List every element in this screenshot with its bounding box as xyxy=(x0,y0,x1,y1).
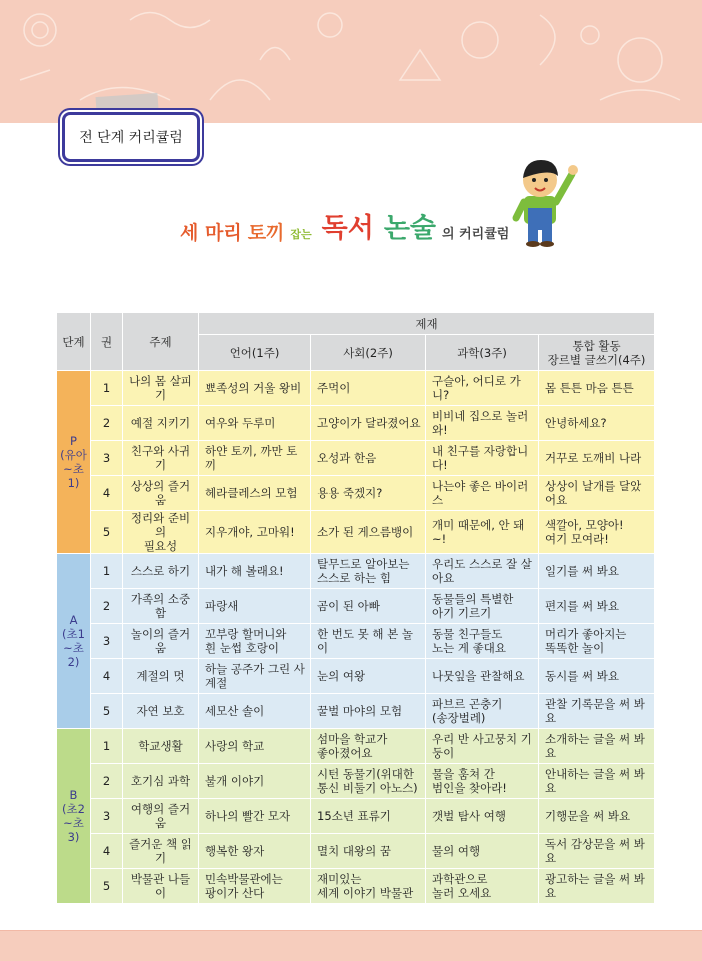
topic-cell xyxy=(123,476,199,511)
topic-cell xyxy=(123,799,199,834)
language-cell xyxy=(199,371,311,406)
cell-line: 계절의 멋 xyxy=(136,669,185,683)
cell-line: 하얀 토끼, 까만 토끼 xyxy=(205,444,298,472)
volume-cell: 1 xyxy=(91,554,123,589)
science-cell xyxy=(426,554,539,589)
integrated-cell xyxy=(539,834,655,869)
cell-line: 물의 여행 xyxy=(432,844,481,858)
table-row xyxy=(57,554,655,589)
cell-line: 세계 이야기 박물관 xyxy=(317,886,414,900)
header-integrated xyxy=(539,335,655,371)
cell-line: 오성과 한음 xyxy=(317,451,377,465)
stage-code: B xyxy=(69,788,78,802)
science-cell xyxy=(426,406,539,441)
cell-line: 친구와 사귀기 xyxy=(130,444,191,472)
table-row xyxy=(57,406,655,441)
volume-cell: 2 xyxy=(91,764,123,799)
cell-line: 나는야 좋은 바이러스 xyxy=(432,479,529,507)
integrated-cell xyxy=(539,799,655,834)
volume-cell: 3 xyxy=(91,441,123,476)
cell-line: 세모산 솔이 xyxy=(205,704,265,718)
cell-line: 시턴 동물기(위대한 xyxy=(317,767,415,781)
header-integrated-line2: 장르별 글쓰기(4주) xyxy=(547,352,646,367)
topic-cell xyxy=(123,589,199,624)
header-language: 언어(1주) xyxy=(199,335,311,371)
volume-cell: 5 xyxy=(91,694,123,729)
science-cell xyxy=(426,371,539,406)
cell-line: (유아 xyxy=(60,448,87,462)
cell-line: 상상의 즐거움 xyxy=(130,479,191,507)
title-part: 논술 xyxy=(383,213,437,244)
stage-cell xyxy=(57,371,91,554)
language-cell xyxy=(199,441,311,476)
volume-cell: 2 xyxy=(91,406,123,441)
cell-line: 재미있는 xyxy=(317,872,362,886)
title-part: 잡는 xyxy=(290,228,312,241)
volume-cell: 3 xyxy=(91,624,123,659)
social-cell xyxy=(311,554,426,589)
cell-line: 행복한 왕자 xyxy=(205,844,265,858)
volume-cell: 5 xyxy=(91,869,123,904)
cell-line: ~초1) xyxy=(63,462,84,490)
cell-line: 동물 친구들도 xyxy=(432,627,503,641)
cell-line: 탈무드로 알아보는 xyxy=(317,557,410,571)
cell-line: 안녕하세요? xyxy=(545,416,607,430)
language-cell xyxy=(199,624,311,659)
integrated-cell xyxy=(539,764,655,799)
social-cell xyxy=(311,371,426,406)
social-cell xyxy=(311,729,426,764)
curriculum-table xyxy=(56,312,655,904)
science-cell xyxy=(426,729,539,764)
cell-line: 구슬아, 어디로 가니? xyxy=(432,374,521,402)
table-row xyxy=(57,589,655,624)
table-row xyxy=(57,869,655,904)
cell-line: 가족의 소중함 xyxy=(130,592,191,620)
topic-cell xyxy=(123,554,199,589)
integrated-cell xyxy=(539,869,655,904)
integrated-cell xyxy=(539,554,655,589)
title-part: 독서 xyxy=(321,213,374,244)
science-cell xyxy=(426,511,539,554)
cell-line: 갯벌 탐사 여행 xyxy=(432,809,506,823)
title-part: 의 커리큘럼 xyxy=(442,227,510,242)
header-integrated-line1: 통합 활동 xyxy=(572,338,621,353)
social-cell xyxy=(311,764,426,799)
header-science: 과학(3주) xyxy=(426,335,539,371)
stage-code: A xyxy=(69,613,78,627)
cell-line: 꿀벌 마야의 모험 xyxy=(317,704,403,718)
topic-cell xyxy=(123,869,199,904)
table-row xyxy=(57,476,655,511)
integrated-cell xyxy=(539,589,655,624)
integrated-cell xyxy=(539,406,655,441)
cell-line: 파브르 곤충기 xyxy=(432,697,503,711)
table-row xyxy=(57,834,655,869)
cell-line: 예절 지키기 xyxy=(130,416,191,430)
cell-line: 뾰족성의 거울 왕비 xyxy=(205,381,302,395)
cell-line: 똑똑한 놀이 xyxy=(545,641,605,655)
social-cell xyxy=(311,441,426,476)
social-cell xyxy=(311,624,426,659)
volume-cell: 1 xyxy=(91,729,123,764)
cell-line: 노는 게 좋대요 xyxy=(432,641,506,655)
topic-cell xyxy=(123,659,199,694)
stage-cell xyxy=(57,554,91,729)
volume-cell: 4 xyxy=(91,659,123,694)
cell-line: (송장벌레) xyxy=(432,711,486,725)
cell-line: 즐거운 책 읽기 xyxy=(129,837,192,865)
cell-line: (초2 xyxy=(62,802,85,816)
cell-line: 박물관 나들이 xyxy=(130,872,191,900)
integrated-cell xyxy=(539,624,655,659)
language-cell xyxy=(199,694,311,729)
table-row xyxy=(57,659,655,694)
social-cell xyxy=(311,589,426,624)
language-cell xyxy=(199,511,311,554)
cell-line: 사랑의 학교 xyxy=(205,739,265,753)
social-cell xyxy=(311,869,426,904)
badge-label: 전 단계 커리큘럼 xyxy=(79,130,183,146)
volume-cell: 5 xyxy=(91,511,123,554)
cell-line: 내가 해 볼래요! xyxy=(205,564,284,578)
cell-line: 자연 보호 xyxy=(136,704,185,718)
cell-line: 눈의 여왕 xyxy=(317,669,366,683)
cell-line: 놀러 오세요 xyxy=(432,886,492,900)
science-cell xyxy=(426,834,539,869)
cell-line: 동시를 써 봐요 xyxy=(545,669,619,683)
cell-line: 학교생활 xyxy=(138,739,183,753)
social-cell xyxy=(311,511,426,554)
integrated-cell xyxy=(539,729,655,764)
topic-cell xyxy=(123,834,199,869)
science-cell xyxy=(426,799,539,834)
language-cell xyxy=(199,764,311,799)
cell-line: ~초3) xyxy=(63,816,84,844)
social-cell xyxy=(311,476,426,511)
social-cell xyxy=(311,659,426,694)
cell-line: 나의 몸 살피기 xyxy=(129,374,192,402)
volume-cell: 3 xyxy=(91,799,123,834)
page-title xyxy=(180,205,540,245)
volume-cell: 1 xyxy=(91,371,123,406)
social-cell xyxy=(311,406,426,441)
cell-line: 거꾸로 도깨비 나라 xyxy=(545,451,642,465)
language-cell xyxy=(199,799,311,834)
boy-illustration xyxy=(510,158,582,248)
cell-line: 일기를 써 봐요 xyxy=(545,564,619,578)
table-body xyxy=(57,371,655,904)
table-row xyxy=(57,511,655,554)
cell-line: 소가 된 게으름뱅이 xyxy=(317,525,414,539)
header-topic: 주제 xyxy=(123,313,199,371)
cell-line: 스스로 하는 힘 xyxy=(317,571,391,585)
cell-line: 우리도 스스로 잘 살아요 xyxy=(432,557,532,585)
topic-cell xyxy=(123,624,199,659)
language-cell xyxy=(199,869,311,904)
cell-line: 정리와 준비의 xyxy=(130,511,191,539)
header-social: 사회(2주) xyxy=(311,335,426,371)
science-cell xyxy=(426,869,539,904)
cell-line: 몸 튼튼 마음 튼튼 xyxy=(545,381,634,395)
topic-cell xyxy=(123,406,199,441)
science-cell xyxy=(426,589,539,624)
cell-line: 스스로 하기 xyxy=(130,564,191,578)
cell-line: 통신 비둘기 아노스) xyxy=(317,781,418,795)
topic-cell xyxy=(123,511,199,554)
volume-cell: 4 xyxy=(91,476,123,511)
cell-line: 소개하는 글을 써 봐요 xyxy=(545,732,645,760)
volume-cell: 2 xyxy=(91,589,123,624)
cell-line: 상상이 날개를 달았어요 xyxy=(545,479,642,507)
science-cell xyxy=(426,441,539,476)
language-cell xyxy=(199,589,311,624)
cell-line: 용용 죽겠지? xyxy=(317,486,383,500)
cell-line: 여기 모여라! xyxy=(545,532,609,546)
header-volume: 권 xyxy=(91,313,123,371)
cell-line: 여행의 즐거움 xyxy=(130,802,191,830)
title-part: 세 마리 xyxy=(180,222,242,244)
language-cell xyxy=(199,476,311,511)
header-subject-group: 제재 xyxy=(199,313,655,335)
cell-line: 놀이의 즐거움 xyxy=(130,627,191,655)
cell-line: ~초2) xyxy=(63,641,84,669)
stage-code: P xyxy=(70,434,77,448)
cell-line: 지우개야, 고마워! xyxy=(205,525,295,539)
cell-line: 독서 감상문을 써 봐요 xyxy=(545,837,645,865)
cell-line: 내 친구를 자랑합니다! xyxy=(432,444,529,472)
cell-line: 호기심 과학 xyxy=(130,774,191,788)
cell-line: 머리가 좋아지는 xyxy=(545,627,627,641)
topic-cell xyxy=(123,371,199,406)
table-row xyxy=(57,371,655,406)
topic-cell xyxy=(123,694,199,729)
cell-line: 범인을 찾아라! xyxy=(432,781,507,795)
social-cell xyxy=(311,799,426,834)
integrated-cell xyxy=(539,371,655,406)
science-cell xyxy=(426,624,539,659)
table-row xyxy=(57,764,655,799)
topic-cell xyxy=(123,764,199,799)
cell-line: 여우와 두루미 xyxy=(205,416,276,430)
cell-line: 과학관으로 xyxy=(432,872,488,886)
language-cell xyxy=(199,834,311,869)
cell-line: 아기 기르기 xyxy=(432,606,492,620)
cell-line: 헤라클레스의 모험 xyxy=(205,486,298,500)
cell-line: 멸치 대왕의 꿈 xyxy=(317,844,391,858)
cell-line: 꼬부랑 할머니와 xyxy=(205,627,287,641)
cell-line: 한 번도 못 해 본 놀이 xyxy=(317,627,414,655)
cell-line: 광고하는 글을 써 봐요 xyxy=(545,872,645,900)
cell-line: 동물들의 특별한 xyxy=(432,592,514,606)
cell-line: 팡이가 산다 xyxy=(205,886,265,900)
table-row xyxy=(57,624,655,659)
cell-line: 파랑새 xyxy=(205,599,239,613)
science-cell xyxy=(426,659,539,694)
cell-line: 불개 이야기 xyxy=(205,774,265,788)
social-cell xyxy=(311,694,426,729)
integrated-cell xyxy=(539,476,655,511)
science-cell xyxy=(426,476,539,511)
cell-line: 흰 눈썹 호랑이 xyxy=(205,641,279,655)
curriculum-badge xyxy=(62,112,200,162)
cell-line: 하늘 공주가 그린 사계절 xyxy=(205,662,305,690)
cell-line: 필요성 xyxy=(143,539,178,553)
science-cell xyxy=(426,764,539,799)
cell-line: 비비네 집으로 놀러 와! xyxy=(432,409,529,437)
language-cell xyxy=(199,554,311,589)
table-row xyxy=(57,694,655,729)
cell-line: 섬마을 학교가 xyxy=(317,732,388,746)
language-cell xyxy=(199,659,311,694)
integrated-cell xyxy=(539,511,655,554)
title-part: 토끼 xyxy=(247,222,285,244)
cell-line: 색깔아, 모양아! xyxy=(545,518,624,532)
cell-line: 안내하는 글을 써 봐요 xyxy=(545,767,645,795)
cell-line: 관찰 기록문을 써 봐요 xyxy=(545,697,645,725)
integrated-cell xyxy=(539,694,655,729)
cell-line: 하나의 빨간 모자 xyxy=(205,809,291,823)
cell-line: 15소년 표류기 xyxy=(317,809,391,823)
cell-line: 주먹이 xyxy=(317,381,351,395)
table-row xyxy=(57,729,655,764)
integrated-cell xyxy=(539,659,655,694)
topic-cell xyxy=(123,729,199,764)
integrated-cell xyxy=(539,441,655,476)
cell-line: 나뭇잎을 관찰해요 xyxy=(432,669,525,683)
cell-line: (초1 xyxy=(62,627,85,641)
cell-line: 기행문을 써 봐요 xyxy=(545,809,631,823)
social-cell xyxy=(311,834,426,869)
topic-cell xyxy=(123,441,199,476)
stage-cell xyxy=(57,729,91,904)
cell-line: 우리 반 사고뭉치 기둥이 xyxy=(432,732,532,760)
science-cell xyxy=(426,694,539,729)
footer-band xyxy=(0,930,702,961)
cell-line: 곰이 된 아빠 xyxy=(317,599,380,613)
cell-line: 물을 훔쳐 간 xyxy=(432,767,495,781)
table-row xyxy=(57,441,655,476)
cell-line: 민속박물관에는 xyxy=(205,872,283,886)
header-stage: 단계 xyxy=(57,313,91,371)
cell-line: 편지를 써 봐요 xyxy=(545,599,619,613)
table-row xyxy=(57,799,655,834)
cell-line: 좋아졌어요 xyxy=(317,746,373,760)
language-cell xyxy=(199,729,311,764)
volume-cell: 4 xyxy=(91,834,123,869)
cell-line: 고양이가 달라졌어요 xyxy=(317,416,421,430)
cell-line: 개미 때문에, 안 돼~! xyxy=(432,518,525,546)
language-cell xyxy=(199,406,311,441)
